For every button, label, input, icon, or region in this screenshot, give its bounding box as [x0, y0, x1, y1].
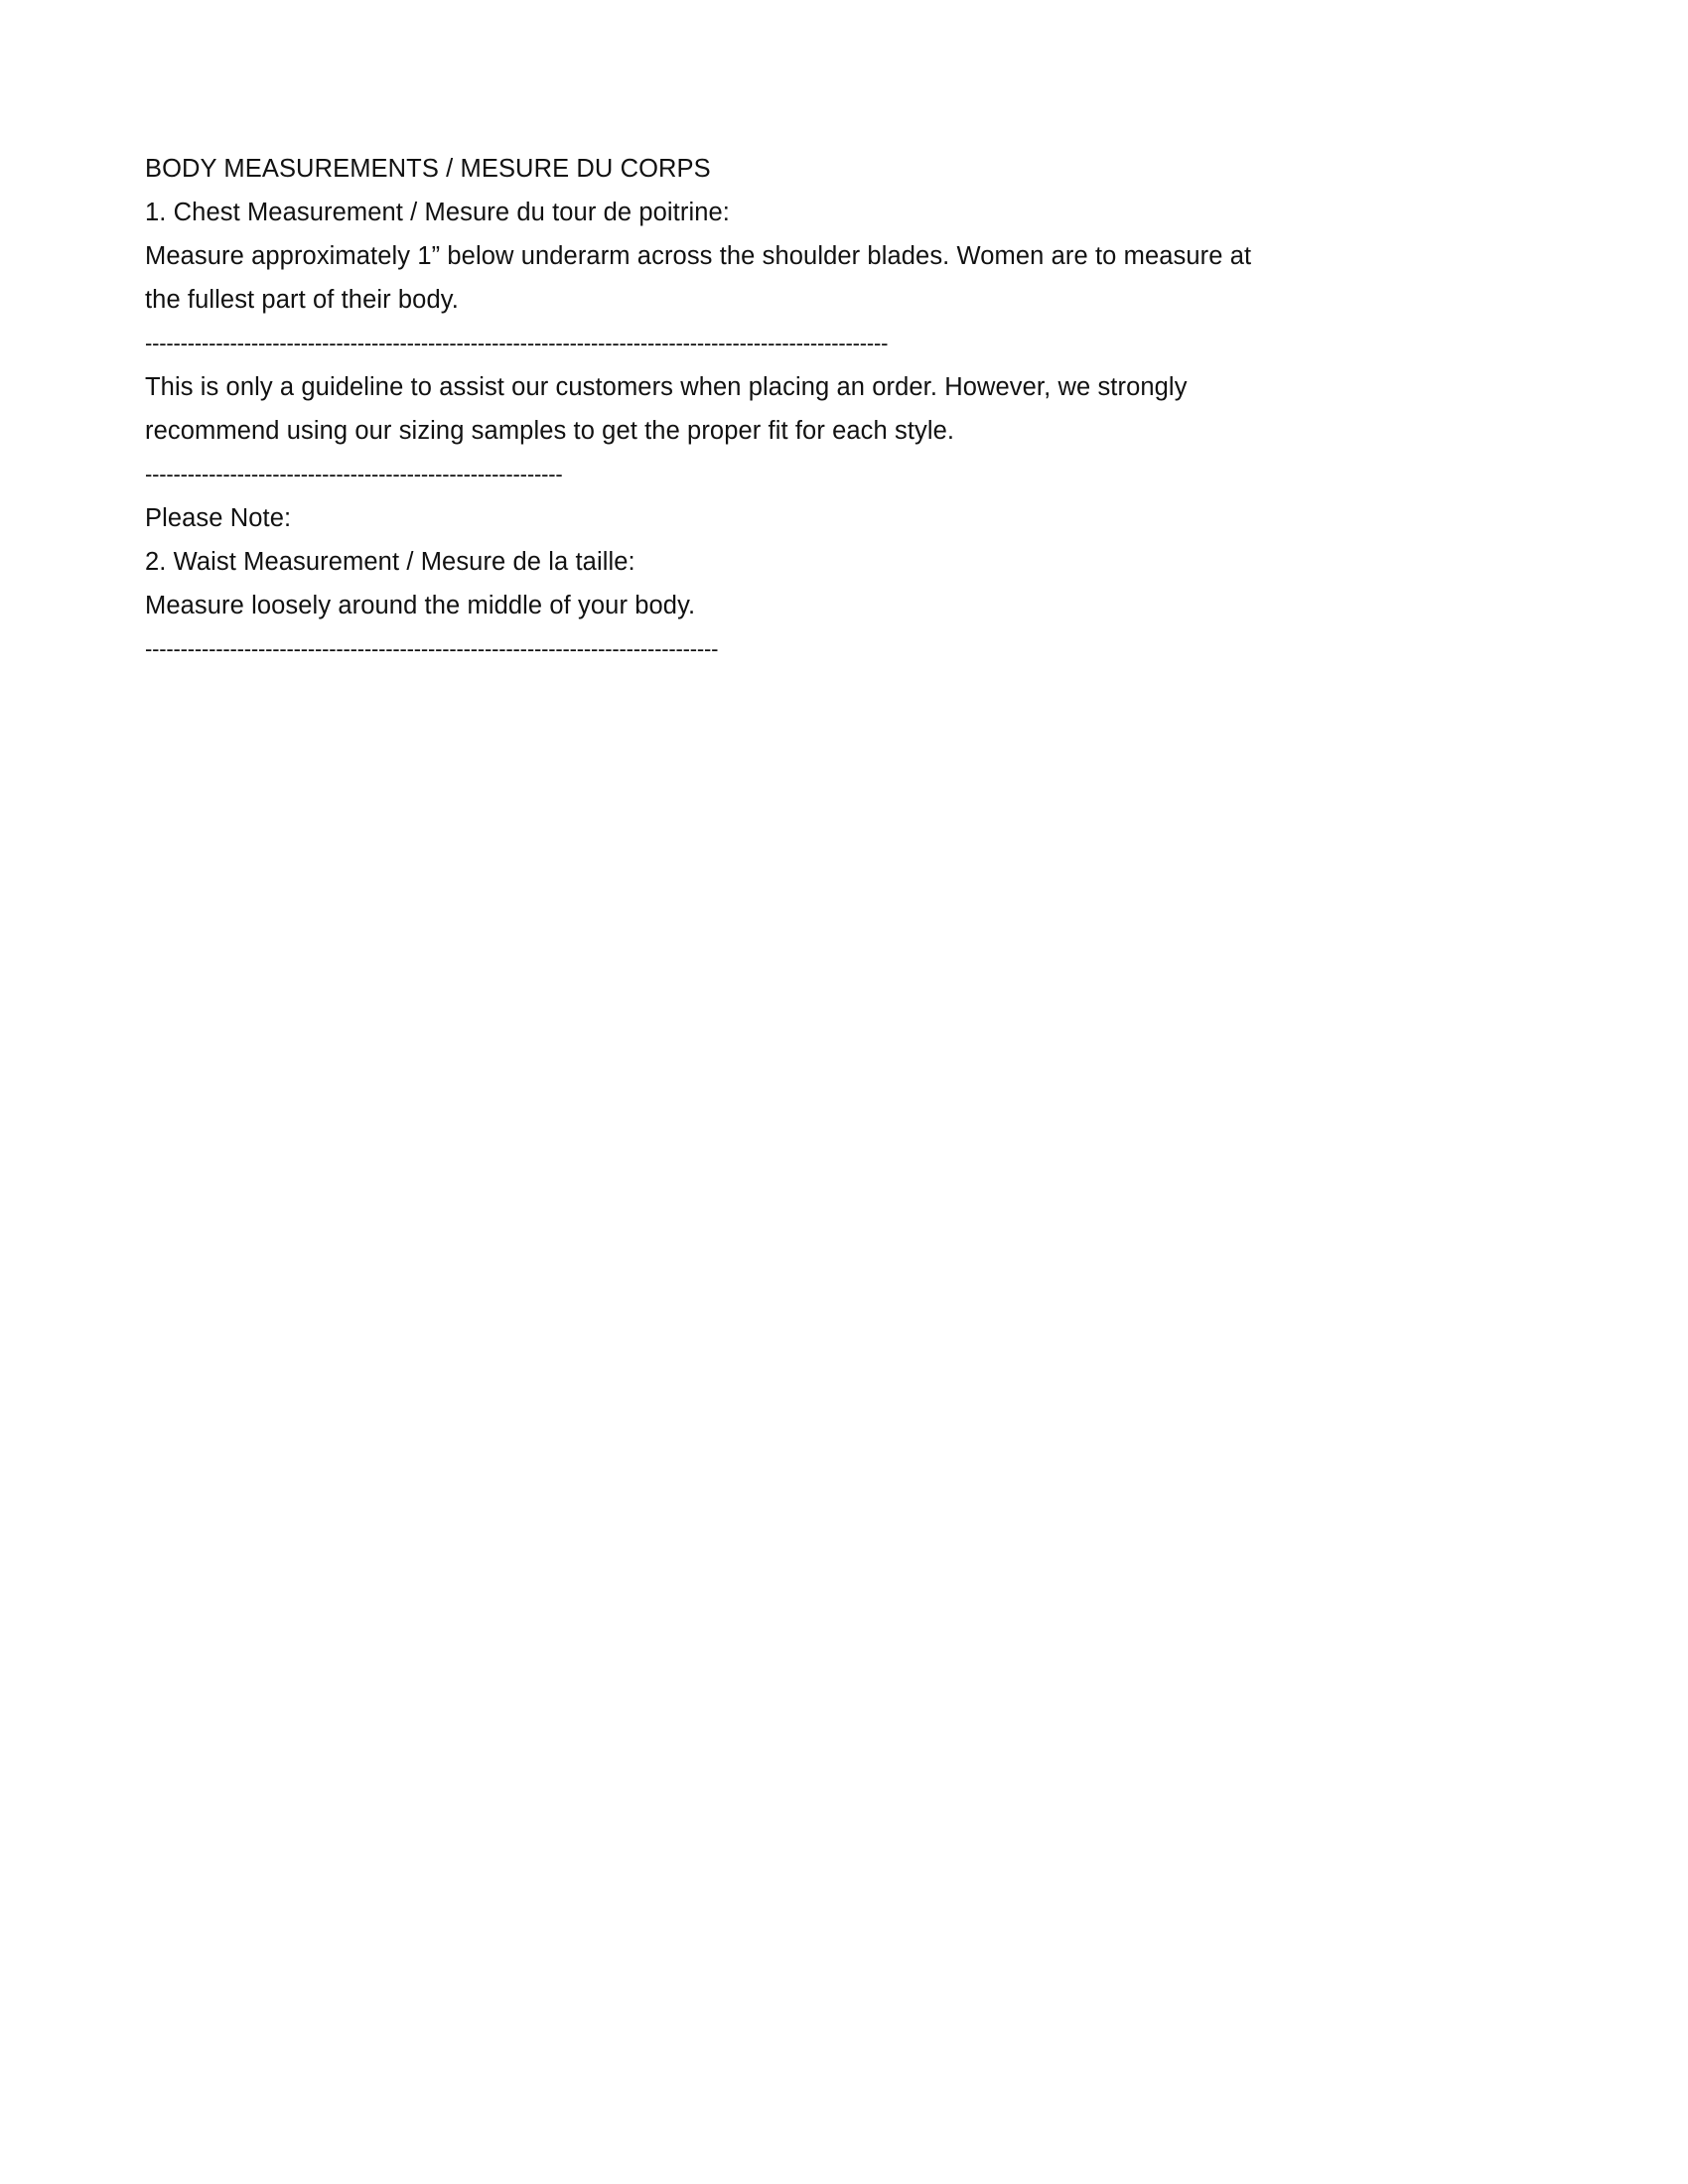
- please-note-label: Please Note:: [145, 504, 292, 532]
- document-body: [145, 147, 1456, 671]
- waist-measurement-instruction: Measure loosely around the middle of your body.: [145, 592, 696, 619]
- chest-measurement-instruction: Measure approximately 1” below underarm across the shoulder blades. Women are to measure at the fullest part of their body.: [145, 242, 1252, 314]
- divider-line-1: ---------------------------------------------------------------------------------------------------------: [145, 331, 889, 355]
- guideline-disclaimer: This is only a guideline to assist our customers when placing an order. However, we strongly recommend using our sizing samples to get the proper fit for each style.: [145, 373, 1188, 445]
- divider-line-3: ---------------------------------------------------------------------------------: [145, 636, 719, 661]
- waist-measurement-label: 2. Waist Measurement / Mesure de la taille:: [145, 548, 635, 576]
- divider-line-2: -----------------------------------------------------------: [145, 462, 563, 486]
- page-title: BODY MEASUREMENTS / MESURE DU CORPS: [145, 155, 711, 183]
- chest-measurement-label: 1. Chest Measurement / Mesure du tour de poitrine:: [145, 199, 730, 226]
